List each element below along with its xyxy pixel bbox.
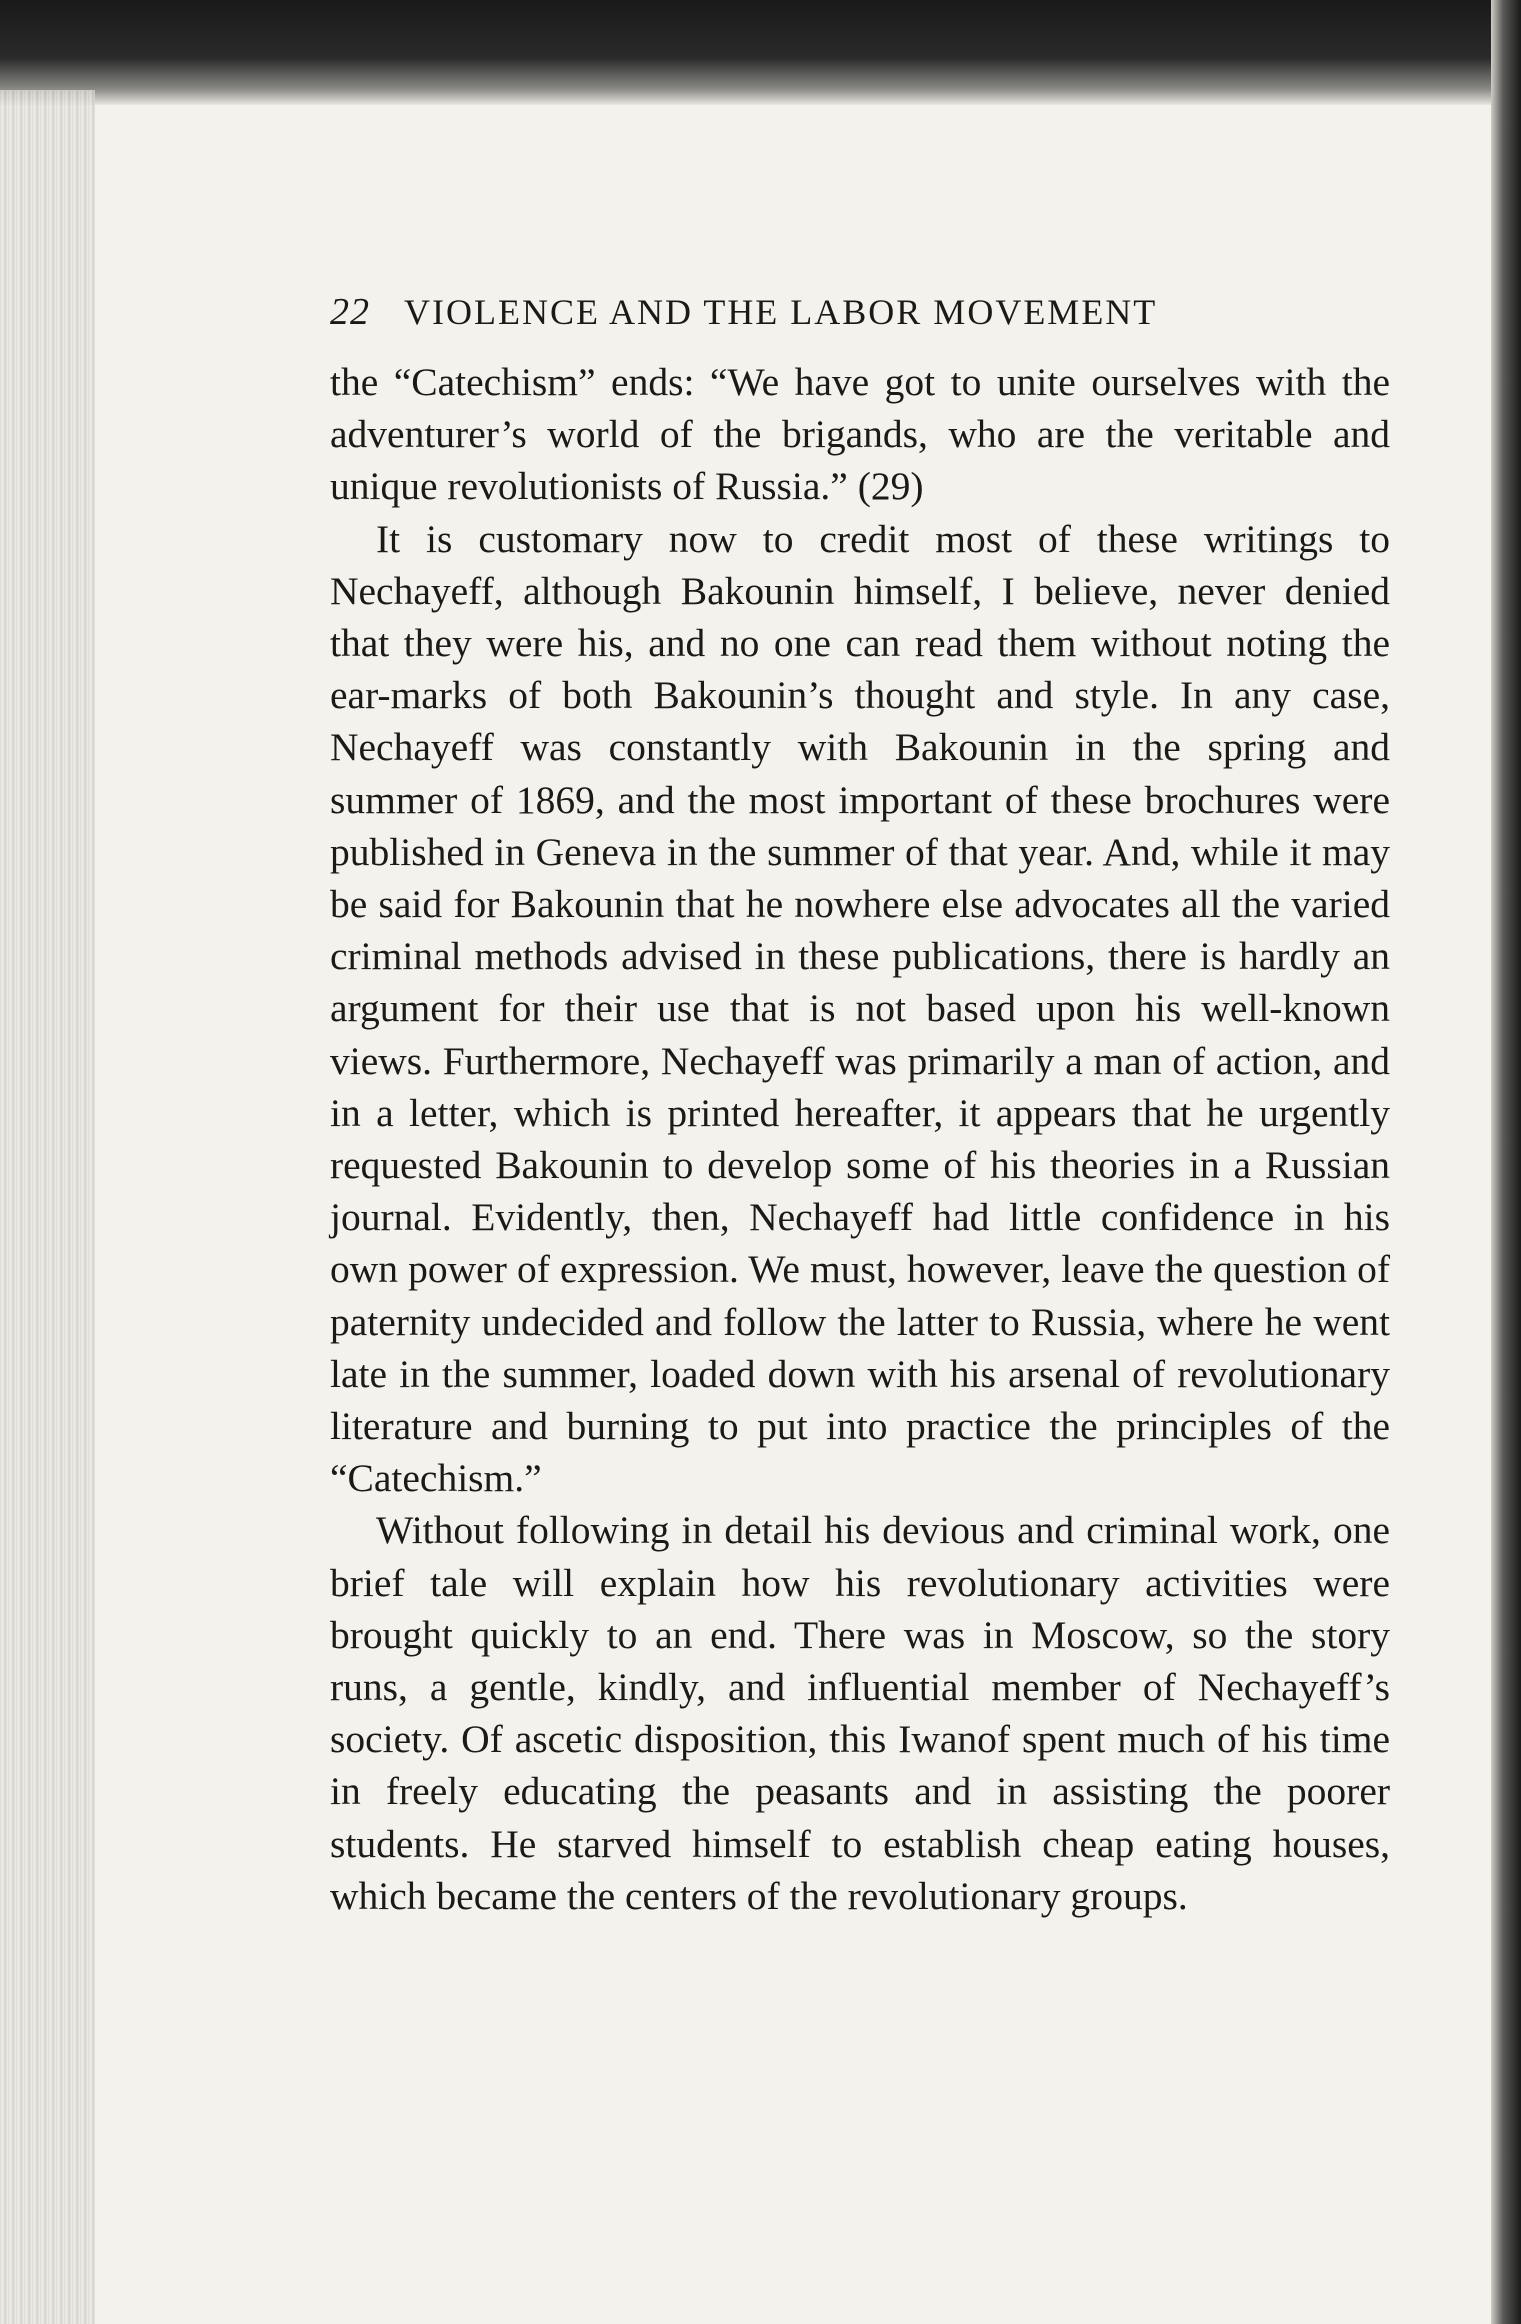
scan-left-edge [0,90,95,2324]
book-page [330,290,1390,1922]
scan-top-shadow [0,0,1521,105]
body-text [330,356,1390,1922]
paragraph-nechayeff-writings: It is customary now to credit most of these writings to Nechayeff, although Bakounin himself, I believe, never denied that they were his, and no one can read them without noting the ear-marks of both Bakounin’s thought and style. In any case, Nechayeff was constantly with Bakounin in the spring and summer of 1869, and the most important of these brochures were published in Geneva in the summer of that year. And, while it may be said for Bakounin that he nowhere else advocates all the varied criminal methods advised in these publications, there is hardly an argument for their use that is not based upon his well-known views. Furthermore, Nechayeff was primarily a man of action, and in a letter, which is printed hereafter, it appears that he urgently requested Bakounin to develop some of his theories in a Russian journal. Evidently, then, Nechayeff had little confidence in his own power of expression. We must, however, leave the question of paternity undecided and follow the latter to Russia, where he went late in the summer, loaded down with his arsenal of revolutionary literature and burning to put into practice the principles of the “Catechism.” [330,516,1390,1501]
page-number: 22 [330,291,370,333]
paragraph-continuation: the “Catechism” ends: “We have got to unite ourselves with the adventurer’s world of the brigands, who are the veritable and unique revolutionists of Russia.” (29) [330,360,1390,509]
paragraph-iwanof-story: Without following in detail his devious and criminal work, one brief tale will explain how his revolutionary activities were brought quickly to an end. There was in Moscow, so the story runs, a gentle, kindly, and influential member of Nechayeff’s society. Of ascetic disposition, this Iwanof spent much of his time in freely educating the peasants and in assisting the poorer students. He starved himself to establish cheap eating houses, which became the centers of the revolutionary groups. [330,1508,1390,1918]
scan-right-shadow [1491,0,1521,2324]
running-head [330,290,1390,350]
running-title: VIOLENCE AND THE LABOR MOVEMENT [404,292,1158,332]
